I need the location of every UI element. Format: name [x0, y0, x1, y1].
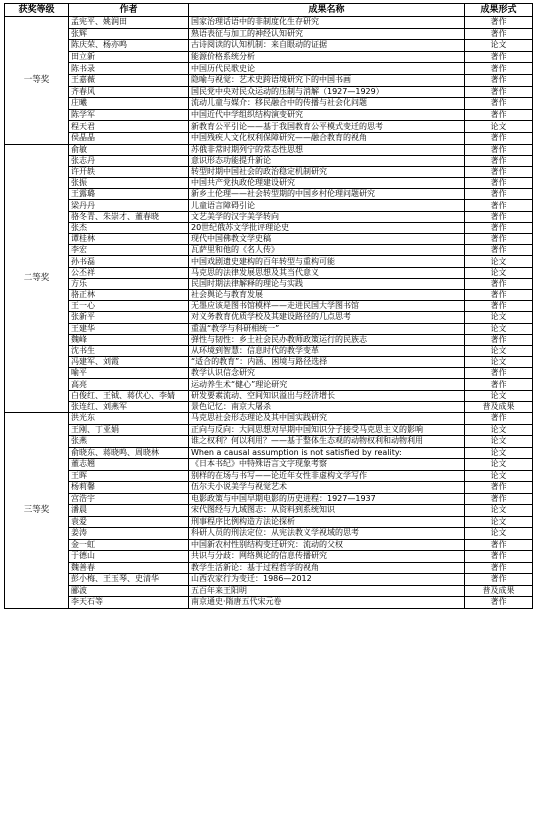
- title-cell: 教学认识信念研究: [189, 368, 465, 379]
- author-cell: 沈书生: [69, 345, 189, 356]
- form-cell: 论文: [465, 505, 533, 517]
- table-row: [5, 312, 533, 323]
- form-cell: 论文: [465, 121, 533, 133]
- author-cell: 高亮: [69, 379, 189, 390]
- form-cell: 论文: [465, 447, 533, 459]
- title-cell: 马克思的法律发展思想及其当代意义: [189, 267, 465, 278]
- form-cell: 著作: [465, 63, 533, 75]
- title-cell: 意识形态功能提升新论: [189, 155, 465, 166]
- form-cell: 著作: [465, 178, 533, 189]
- table-row: [5, 86, 533, 98]
- form-cell: 论文: [465, 436, 533, 448]
- table-row: [5, 528, 533, 540]
- table-row: [5, 278, 533, 289]
- table-row: [5, 211, 533, 222]
- form-cell: 著作: [465, 245, 533, 256]
- title-cell: 运动养生术“健心”理论研究: [189, 379, 465, 390]
- table-row: [5, 334, 533, 345]
- author-cell: 王露璐: [69, 189, 189, 200]
- author-cell: 张志丹: [69, 155, 189, 166]
- title-cell: 五百年来王阳明: [189, 585, 465, 597]
- awards-table: [4, 3, 533, 609]
- author-cell: 郦波: [69, 585, 189, 597]
- form-cell: 论文: [465, 40, 533, 52]
- title-cell: 《日本书纪》中特殊语言文字现象考察: [189, 459, 465, 471]
- table-row: [5, 28, 533, 40]
- form-cell: 论文: [465, 424, 533, 436]
- form-cell: 论文: [465, 323, 533, 334]
- author-cell: 李天石等: [69, 597, 189, 609]
- table-body: [5, 17, 533, 609]
- form-cell: 普及成果: [465, 585, 533, 597]
- table-row: [5, 155, 533, 166]
- author-cell: 金一虹: [69, 539, 189, 551]
- table-row: [5, 516, 533, 528]
- author-cell: 骆正林: [69, 289, 189, 300]
- title-cell: 无墨应该是图书馆模样——走进民国大学图书馆: [189, 301, 465, 312]
- author-cell: 孙书磊: [69, 256, 189, 267]
- title-cell: When a causal assumption is not satisfied by reality:: [189, 447, 465, 459]
- table-row: [5, 234, 533, 245]
- table-row: [5, 424, 533, 436]
- form-cell: 论文: [465, 312, 533, 323]
- table-row: [5, 98, 533, 110]
- table-row: [5, 357, 533, 368]
- author-cell: 程天君: [69, 121, 189, 133]
- title-cell: 中国新农村性别结构变迁研究：流动的父权: [189, 539, 465, 551]
- author-cell: 方乐: [69, 278, 189, 289]
- author-cell: 洪光东: [69, 413, 189, 425]
- author-cell: 张辉: [69, 28, 189, 40]
- author-cell: 俞敏: [69, 144, 189, 155]
- title-cell: 别样的在场与书写——论近年女性非虚构文学写作: [189, 470, 465, 482]
- author-cell: 杨莉馨: [69, 482, 189, 494]
- form-cell: 著作: [465, 74, 533, 86]
- form-cell: 著作: [465, 482, 533, 494]
- title-cell: 中国戏剧遗史建构的百年转型与重构可能: [189, 256, 465, 267]
- author-cell: 王刚、丁亚娟: [69, 424, 189, 436]
- title-cell: 隐喻与视觉：艺术史跨语境研究下的中国书画: [189, 74, 465, 86]
- table-row: [5, 289, 533, 300]
- title-cell: 景色记忆：南京大屠杀: [189, 401, 465, 412]
- award-level-cell: 二等奖: [5, 144, 69, 413]
- title-cell: 谁之权利？何以利用？——基于整体生态观的动物权利和动物利用: [189, 436, 465, 448]
- form-cell: 著作: [465, 334, 533, 345]
- form-cell: 著作: [465, 144, 533, 155]
- form-cell: 著作: [465, 51, 533, 63]
- title-cell: 中国历代民歌史论: [189, 63, 465, 75]
- author-cell: 姜涛: [69, 528, 189, 540]
- table-row: [5, 267, 533, 278]
- form-cell: 著作: [465, 189, 533, 200]
- author-cell: 王建华: [69, 323, 189, 334]
- author-cell: 梁丹丹: [69, 200, 189, 211]
- header-row: [5, 4, 533, 17]
- author-cell: 庄曦: [69, 98, 189, 110]
- author-cell: 陈学军: [69, 109, 189, 121]
- author-cell: 王一心: [69, 301, 189, 312]
- author-cell: 陈庆荣、杨亦鸣: [69, 40, 189, 52]
- title-cell: 瓦萨里和他的《名人传》: [189, 245, 465, 256]
- form-cell: 论文: [465, 528, 533, 540]
- title-cell: 研发要素流动、空间知识溢出与经济增长: [189, 390, 465, 401]
- form-cell: 著作: [465, 289, 533, 300]
- title-cell: 正向与反向：大同思想对早期中国知识分子接受马克思主义的影响: [189, 424, 465, 436]
- table-row: [5, 178, 533, 189]
- author-cell: 冯建军、刘霞: [69, 357, 189, 368]
- title-cell: 中国共产党执政伦理建设研究: [189, 178, 465, 189]
- form-cell: 论文: [465, 267, 533, 278]
- author-cell: 谭桂林: [69, 234, 189, 245]
- form-cell: 著作: [465, 413, 533, 425]
- table-row: [5, 323, 533, 334]
- title-cell: 电影政策与中国早期电影的历史进程：1927—1937: [189, 493, 465, 505]
- title-cell: 现代中国佛教文学史稿: [189, 234, 465, 245]
- table-row: [5, 470, 533, 482]
- form-cell: 论文: [465, 390, 533, 401]
- author-cell: 王嘉薇: [69, 74, 189, 86]
- author-cell: 陈书录: [69, 63, 189, 75]
- form-cell: 著作: [465, 551, 533, 563]
- title-cell: 民国时期法律解释的理论与实践: [189, 278, 465, 289]
- author-cell: 张新平: [69, 312, 189, 323]
- title-cell: 南京通史·隋唐五代宋元卷: [189, 597, 465, 609]
- table-row: [5, 493, 533, 505]
- form-cell: 论文: [465, 256, 533, 267]
- title-cell: 山西农家行为变迁：1986—2012: [189, 574, 465, 586]
- title-cell: 中国近代中学组织结构演变研究: [189, 109, 465, 121]
- title-cell: 马克思社会形态理论及其中国实践研究: [189, 413, 465, 425]
- form-cell: 著作: [465, 234, 533, 245]
- form-cell: 著作: [465, 17, 533, 29]
- title-cell: 宋代图经与九域图志：从资料到系统知识: [189, 505, 465, 517]
- table-row: [5, 245, 533, 256]
- form-cell: 著作: [465, 132, 533, 144]
- award-level-cell: 一等奖: [5, 17, 69, 145]
- author-cell: 白俊红、王钺、蒋伏心、李婧: [69, 390, 189, 401]
- form-cell: 著作: [465, 109, 533, 121]
- header-form: 成果形式: [465, 4, 533, 17]
- form-cell: 著作: [465, 278, 533, 289]
- form-cell: 著作: [465, 211, 533, 222]
- form-cell: 论文: [465, 459, 533, 471]
- author-cell: 王晖: [69, 470, 189, 482]
- table-row: [5, 482, 533, 494]
- form-cell: 著作: [465, 368, 533, 379]
- author-cell: 宫浩宇: [69, 493, 189, 505]
- title-cell: “适合的教育”：内涵、困境与路径选择: [189, 357, 465, 368]
- form-cell: 著作: [465, 200, 533, 211]
- table-row: [5, 345, 533, 356]
- award-level-cell: 三等奖: [5, 413, 69, 609]
- form-cell: 论文: [465, 470, 533, 482]
- table-row: [5, 63, 533, 75]
- header-title: 成果名称: [189, 4, 465, 17]
- author-cell: 骆冬青、朱崇才、董春晓: [69, 211, 189, 222]
- header-level: 获奖等级: [5, 4, 69, 17]
- form-cell: 著作: [465, 222, 533, 233]
- author-cell: 袁爱: [69, 516, 189, 528]
- author-cell: 田立新: [69, 51, 189, 63]
- title-cell: 儿童语言障碍引论: [189, 200, 465, 211]
- form-cell: 著作: [465, 562, 533, 574]
- title-cell: 对义务教育优质学校及其建设路径的几点思考: [189, 312, 465, 323]
- table-row: [5, 256, 533, 267]
- table-row: [5, 40, 533, 52]
- header-author: 作者: [69, 4, 189, 17]
- table-row: [5, 17, 533, 29]
- author-cell: 侯晶晶: [69, 132, 189, 144]
- author-cell: 孟宪平、姚润田: [69, 17, 189, 29]
- table-row: [5, 436, 533, 448]
- form-cell: 著作: [465, 28, 533, 40]
- title-cell: 20世纪俄苏文学批评理论史: [189, 222, 465, 233]
- title-cell: 教学生活新论：基于过程哲学的视角: [189, 562, 465, 574]
- form-cell: 著作: [465, 86, 533, 98]
- table-row: [5, 74, 533, 86]
- table-row: [5, 379, 533, 390]
- author-cell: 魏峰: [69, 334, 189, 345]
- table-row: [5, 574, 533, 586]
- table-row: [5, 459, 533, 471]
- author-cell: 张杰: [69, 222, 189, 233]
- table-row: [5, 301, 533, 312]
- title-cell: 从环境到智慧：信息时代的教学变革: [189, 345, 465, 356]
- form-cell: 普及成果: [465, 401, 533, 412]
- title-cell: 国家治理话语中的非制度化生存研究: [189, 17, 465, 29]
- title-cell: 伍尔夫小说美学与视觉艺术: [189, 482, 465, 494]
- author-cell: 俞晓东、蒋晓鸣、周晓林: [69, 447, 189, 459]
- table-row: [5, 200, 533, 211]
- table-row: [5, 51, 533, 63]
- table-row: [5, 132, 533, 144]
- table-row: [5, 109, 533, 121]
- title-cell: 弹性与韧性：乡土社会民办教师政策运行的民族志: [189, 334, 465, 345]
- author-cell: 于德山: [69, 551, 189, 563]
- author-cell: 董志翘: [69, 459, 189, 471]
- table-row: [5, 597, 533, 609]
- title-cell: 科研人员的刑法定位：从宪法教义学视域的思考: [189, 528, 465, 540]
- author-cell: 许开轶: [69, 166, 189, 177]
- form-cell: 著作: [465, 301, 533, 312]
- title-cell: 新教育公平引论——基于我国教育公平模式变迁的思考: [189, 121, 465, 133]
- author-cell: 李宏: [69, 245, 189, 256]
- title-cell: 流动儿童与媒介：移民融合中的传播与社会化问题: [189, 98, 465, 110]
- table-row: [5, 539, 533, 551]
- author-cell: 张燕: [69, 436, 189, 448]
- table-row: [5, 447, 533, 459]
- title-cell: 重温“教学与科研相统一”: [189, 323, 465, 334]
- table-row: [5, 562, 533, 574]
- form-cell: 论文: [465, 357, 533, 368]
- form-cell: 著作: [465, 166, 533, 177]
- title-cell: 能源价格系统分析: [189, 51, 465, 63]
- table-row: [5, 413, 533, 425]
- title-cell: 新乡土伦理——社会转型期的中国乡村伦理问题研究: [189, 189, 465, 200]
- title-cell: 熟语表征与加工的神经认知研究: [189, 28, 465, 40]
- table-row: [5, 222, 533, 233]
- title-cell: 国民党中央对民众运动的压制与消解（1927—1929）: [189, 86, 465, 98]
- title-cell: 转型时期中国社会的政治稳定机制研究: [189, 166, 465, 177]
- title-cell: 中国残疾人文化权利保障研究——融合教育的视角: [189, 132, 465, 144]
- author-cell: 彭小梅、王玉琴、史清华: [69, 574, 189, 586]
- form-cell: 著作: [465, 155, 533, 166]
- author-cell: 潘晨: [69, 505, 189, 517]
- form-cell: 著作: [465, 98, 533, 110]
- table-row: [5, 368, 533, 379]
- title-cell: 刑事程序比例构造方法论探析: [189, 516, 465, 528]
- title-cell: 苏俄非常时期列宁的常态性思想: [189, 144, 465, 155]
- table-row: [5, 390, 533, 401]
- author-cell: 魏善春: [69, 562, 189, 574]
- form-cell: 著作: [465, 379, 533, 390]
- table-row: [5, 144, 533, 155]
- form-cell: 著作: [465, 574, 533, 586]
- form-cell: 论文: [465, 345, 533, 356]
- table-row: [5, 401, 533, 412]
- title-cell: 文艺美学的汉字美学转向: [189, 211, 465, 222]
- author-cell: 公丕祥: [69, 267, 189, 278]
- table-row: [5, 505, 533, 517]
- form-cell: 著作: [465, 597, 533, 609]
- table-row: [5, 585, 533, 597]
- author-cell: 张连红、刘燕军: [69, 401, 189, 412]
- table-row: [5, 551, 533, 563]
- author-cell: 齐春风: [69, 86, 189, 98]
- form-cell: 著作: [465, 493, 533, 505]
- author-cell: 张振: [69, 178, 189, 189]
- form-cell: 论文: [465, 516, 533, 528]
- table-row: [5, 189, 533, 200]
- title-cell: 古诗阅读的认知机制：来自眼动的证据: [189, 40, 465, 52]
- table-row: [5, 121, 533, 133]
- title-cell: 共识与分歧：网络舆论的信息传播研究: [189, 551, 465, 563]
- author-cell: 喻平: [69, 368, 189, 379]
- table-row: [5, 166, 533, 177]
- title-cell: 社会舆论与教育发展: [189, 289, 465, 300]
- form-cell: 著作: [465, 539, 533, 551]
